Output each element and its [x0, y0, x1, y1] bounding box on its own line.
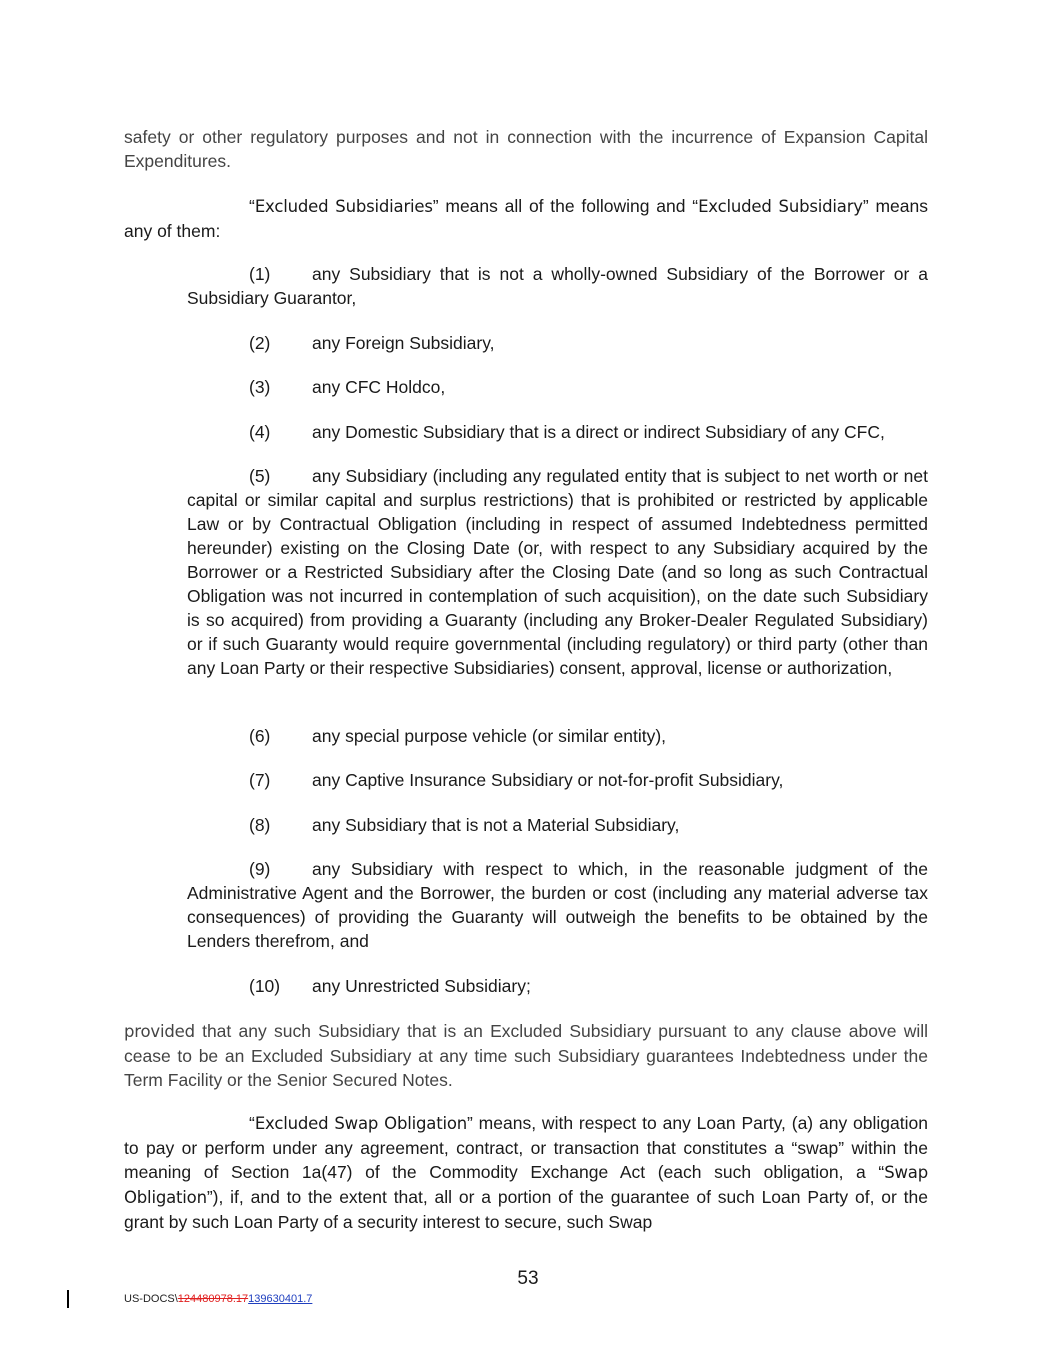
definition-excluded-swap-obligation	[124, 1111, 928, 1234]
list-item	[187, 974, 928, 998]
footer-prefix: US-DOCS\	[124, 1293, 178, 1305]
definition-mid-text: ” means all of the following and “	[432, 196, 699, 216]
change-bar	[67, 1290, 69, 1308]
definition-text-part1: ” means, with respect to any Loan Party, (a) any obligation to pay or perform under any agreement, contract, or transaction that constitutes a “swap” within the meaning of Section 1a(47) of the Commodity Exchange Act (each such obligation, a “	[124, 1113, 928, 1182]
item-number: (3)	[249, 377, 271, 397]
list-item	[187, 262, 928, 310]
item-lead-text: any Unrestricted Subsidiary;	[312, 976, 531, 996]
item-lead-text: any CFC Holdco,	[312, 377, 446, 397]
list-item	[187, 375, 928, 399]
defined-term-excluded-subsidiary: Excluded Subsidiary	[698, 197, 863, 216]
open-quote: “	[249, 196, 255, 216]
definition-excluded-subsidiaries	[124, 194, 928, 243]
item-lead-text: any Subsidiary that is not a wholly-owned Subsidiary of the Borrower or a	[312, 264, 928, 284]
list-item	[187, 768, 928, 792]
item-rest-text: Administrative Agent and the Borrower, the burden or cost (including any material adverse tax consequences) of providing the Guaranty will outweigh the benefits to be obtained by the Lenders therefrom, and	[187, 883, 928, 951]
defined-term-excluded-swap-obligation: Excluded Swap Obligation	[254, 1114, 467, 1133]
paragraph-top	[124, 125, 928, 173]
item-lead-text: any Captive Insurance Subsidiary or not-for-profit Subsidiary,	[312, 770, 784, 790]
list-item	[187, 857, 928, 953]
page-number: 53	[517, 1268, 539, 1289]
proviso-paragraph	[124, 1019, 928, 1092]
list-item	[187, 724, 928, 748]
list-item	[187, 331, 928, 355]
item-number: (5)	[249, 466, 271, 486]
item-number: (7)	[249, 770, 271, 790]
item-lead-text: any Subsidiary that is not a Material Subsidiary,	[312, 815, 680, 835]
item-number: (6)	[249, 726, 271, 746]
footer-inserted-id: 139630401.7	[248, 1293, 313, 1305]
item-lead-text: any Subsidiary (including any regulated entity that is subject to net worth	[312, 466, 878, 486]
footer-deleted-id: 124480978.17	[177, 1293, 249, 1305]
list-item	[187, 464, 928, 680]
item-lead-text: any Foreign Subsidiary,	[312, 333, 495, 353]
definition-text-part2: ”), if, and to the extent that, all or a portion of the guarantee of such Loan Party of, or the grant by such Loan Party of a security interest to secure, such Swap	[124, 1187, 928, 1232]
list-item	[187, 813, 928, 837]
defined-term-excluded-subsidiaries: Excluded Subsidiaries	[254, 197, 433, 216]
item-lead-text: any special purpose vehicle (or similar entity),	[312, 726, 667, 746]
item-number: (4)	[249, 422, 271, 442]
item-rest-text: Subsidiary Guarantor,	[187, 288, 357, 308]
paragraph-top-text: safety or other regulatory purposes and not in connection with the incurrence of Expansion Capital Expenditures.	[124, 127, 928, 171]
defined-term-swap-obligation: Swap Obligation	[124, 1163, 928, 1207]
item-number: (2)	[249, 333, 271, 353]
item-number: (10)	[249, 976, 281, 996]
item-number: (8)	[249, 815, 271, 835]
proviso-text: that any such Subsidiary that is an Excluded Subsidiary pursuant to any clause above will cease to be an Excluded Subsidiary at any time such Subsidiary guarantees Indebtedness under the Term Facility or the Senior Secured Notes.	[124, 1021, 928, 1090]
item-rest-text: or net capital or similar capital and surplus restrictions) that is prohibited or restricted by applicable Law or by Contractual Obligation (including in respect of assumed Indebtedness permitted hereunder) existing on the Closing Date (or, with respect to any Subsidiary acquired by the Borrower or a Restricted Subsidiary after the Closing Date (and so long as such Contractual Obligation was not incurred in contemplation of such acquisition), on the date such Subsidiary is so acquired) from providing a Guaranty (including any Broker-Dealer Regulated Subsidiary) or if such Guaranty would require governmental (including regulatory) or third party (other than any Loan Party or their respective Subsidiaries) consent, approval, license or authorization,	[187, 466, 928, 678]
proviso-term: provided	[124, 1022, 195, 1041]
list-item	[187, 420, 947, 444]
item-number: (1)	[249, 264, 271, 284]
item-lead-text: any Domestic Subsidiary that is a direct or indirect Subsidiary of any CFC,	[312, 422, 885, 442]
open-quote: “	[249, 1113, 255, 1133]
definition-close-text: ” means any of them:	[124, 196, 928, 241]
document-footer	[124, 1293, 312, 1305]
item-lead-text: any Subsidiary with respect to which, in the reasonable judgment of the	[312, 859, 928, 879]
item-number: (9)	[249, 859, 271, 879]
